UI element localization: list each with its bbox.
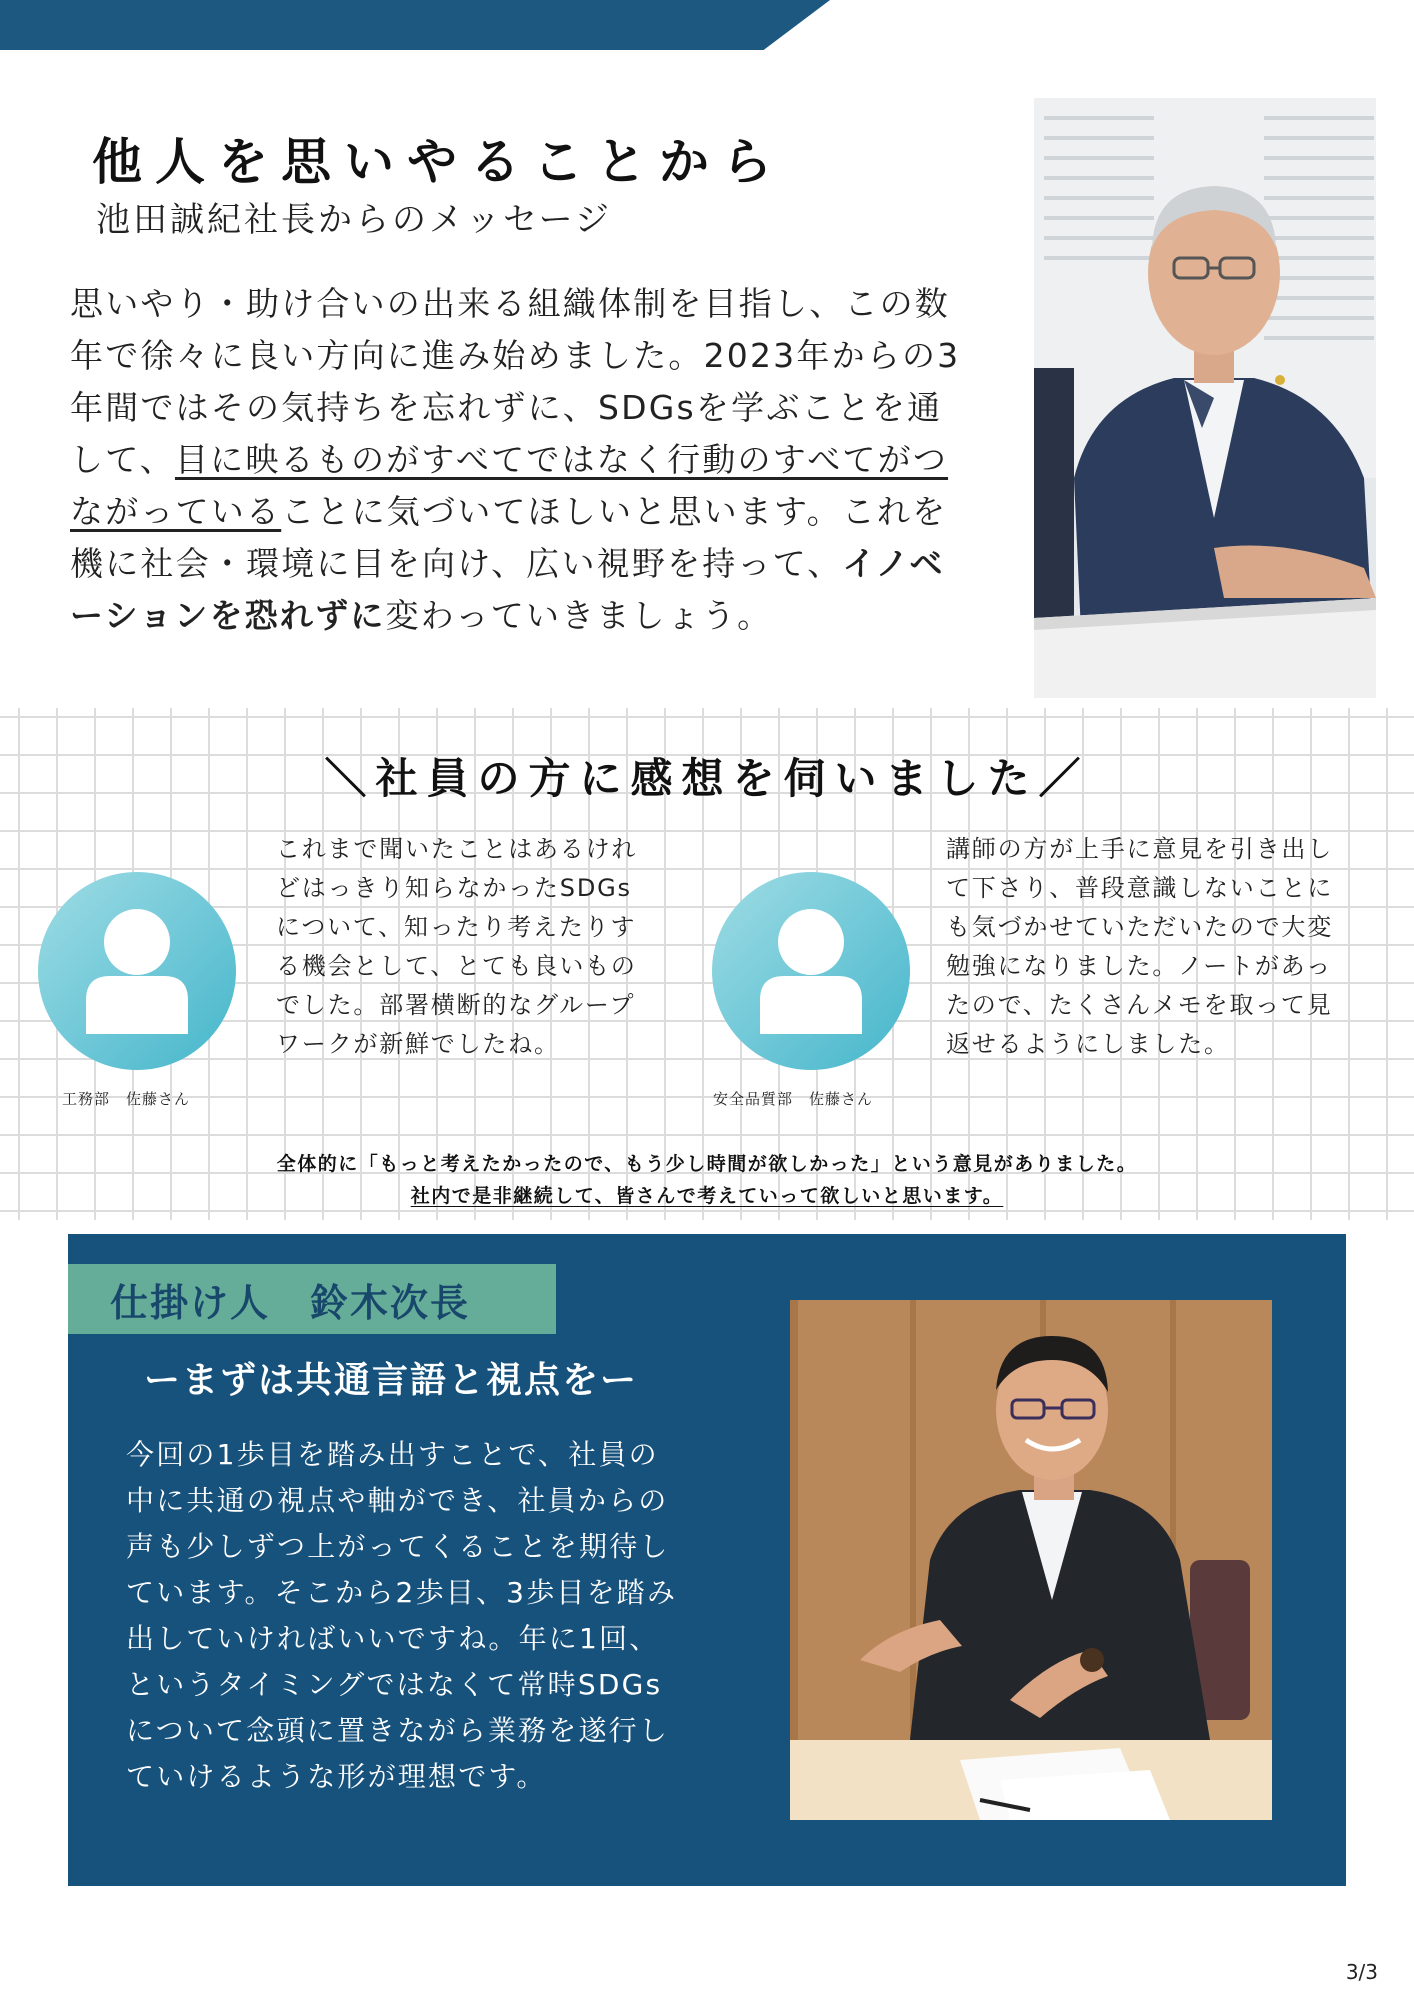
interview-heading: ーまずは共通言語と視点をー (144, 1360, 639, 1401)
feedback-title: ＼社員の方に感想を伺いました／ (324, 754, 1090, 803)
top-decorative-band (0, 0, 830, 50)
page-title: 他人を思いやることから (92, 133, 785, 191)
employee-comment: 講師の方が上手に意見を引き出して下さり、普段意識しないことにも気づかせていただいたので大変勉強になりました。ノートがあったので、たくさんメモを取って見返せるようにしました。 (946, 835, 1333, 1058)
employee-comment: これまで聞いたことはあるけれどはっきり知らなかったSDGsについて、知ったり考えたりする機会として、とても良いものでした。部署横断的なグループワークが新鮮でしたね。 (276, 835, 638, 1058)
president-message (70, 278, 970, 642)
manager-photo (790, 1300, 1272, 1820)
message-text-1: 思いやり・助け合いの出来る組織体制を目指し、この数年で徐々に良い方向に進み始めました。2023年からの3年間ではその気持ちを忘れずに、SDGsを学ぶことを通して、 (70, 284, 961, 479)
message-bold-text: イノベーションを恐れずに (70, 544, 945, 635)
page-number: 3/3 (1345, 1960, 1378, 1984)
person-avatar-icon (38, 872, 236, 1070)
page-subtitle: 池田誠紀社長からのメッセージ (96, 200, 612, 240)
message-text-2: ことに気づいてほしいと思います。これを機に社会・環境に目を向け、広い視野を持って、 (70, 492, 948, 583)
feedback-summary (0, 1148, 1414, 1212)
interviewee-tag: 仕掛け人 鈴木次長 (68, 1264, 556, 1334)
interview-body: 今回の1歩目を踏み出すことで、社員の中に共通の視点や軸ができ、社員からの声も少しずつ上がってくることを期待しています。そこから2歩目、3歩目を踏み出していければいいですね。年に1回、というタイミングではなくて常時SDGsについて念頭に置きながら業務を遂行していけるような形が理想です。 (126, 1438, 678, 1793)
employee-feedback-section (0, 708, 1414, 1220)
person-avatar-icon (712, 872, 910, 1070)
message-underlined-text: 目に映るものがすべてではなく行動のすべてがつながっている (70, 440, 949, 531)
commenter-name: 安全品質部 佐藤さん (713, 1090, 874, 1108)
commenter-name: 工務部 佐藤さん (62, 1090, 191, 1108)
summary-line-1: 全体的に「もっと考えたかったので、もう少し時間が欲しかった」という意見がありました。 (276, 1153, 1138, 1175)
president-photo (1034, 98, 1376, 698)
message-text-3: 変わっていきましょう。 (385, 596, 773, 635)
summary-line-2: 社内で是非継続して、皆さんで考えていって欲しいと思います。 (410, 1185, 1004, 1207)
